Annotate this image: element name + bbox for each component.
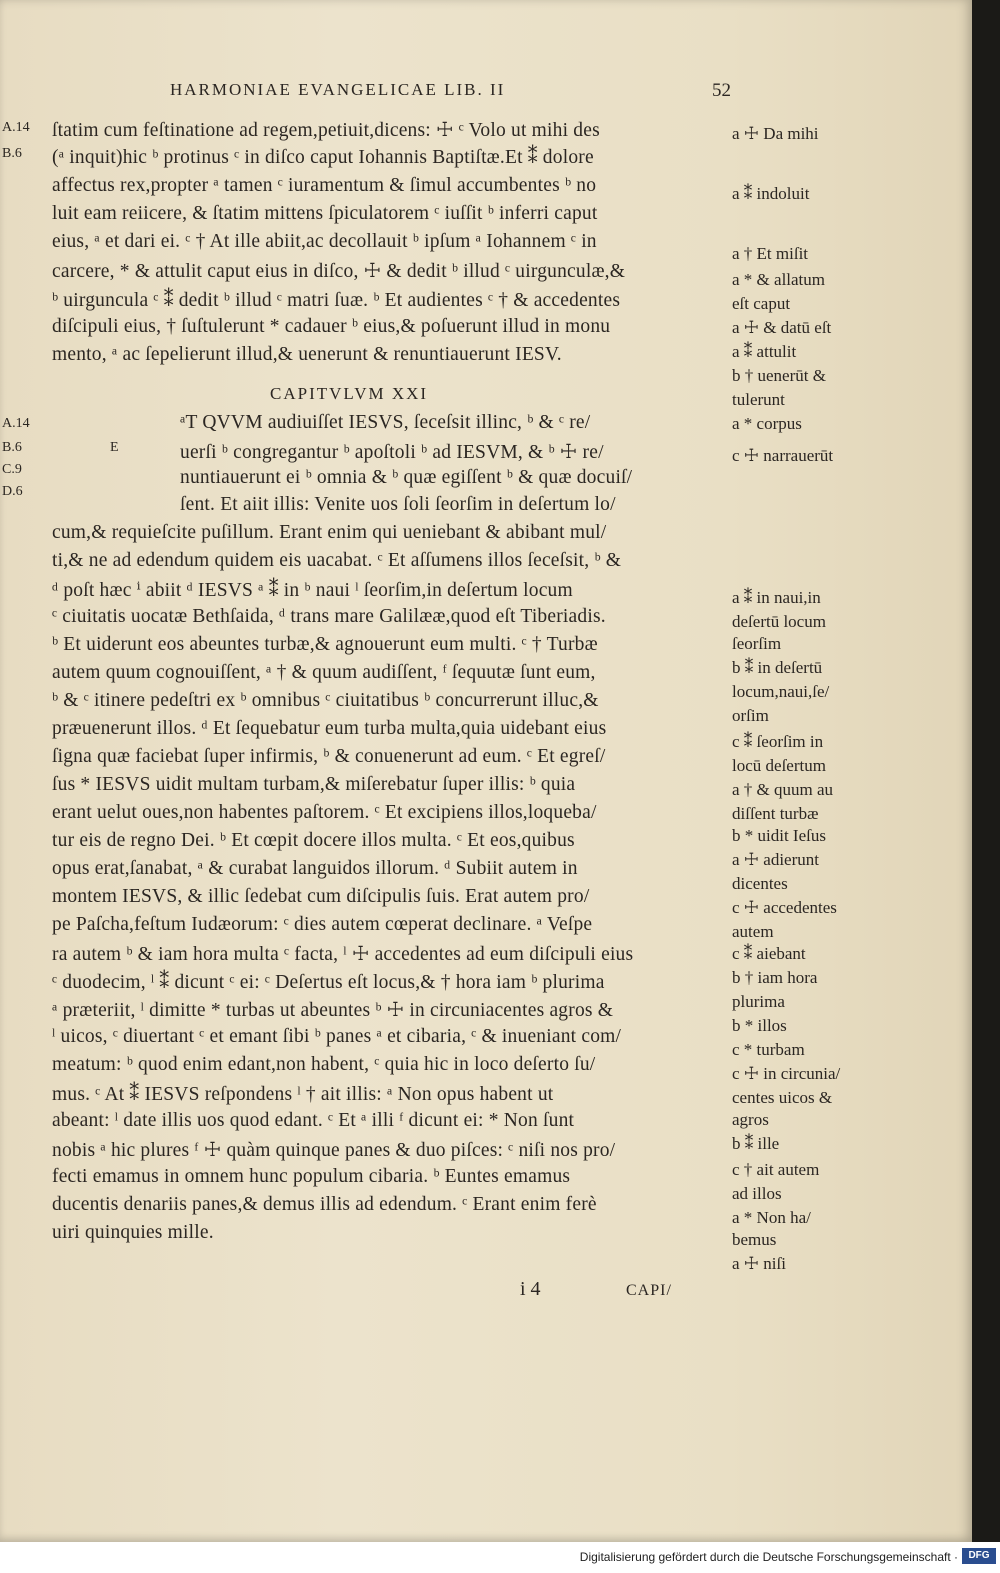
text-line: ᵃ præteriit, ˡ dimitte * turbas ut abeuntes ᵇ ☩ in circuniacentes agros & xyxy=(52,1000,614,1021)
right-margin-note: c ⁑ aiebant xyxy=(732,944,806,963)
text-line: ſigna quæ faciebat ſuper infirmis, ᵇ & conuenerunt ad eum. ᶜ Et egreſ/ xyxy=(52,746,606,767)
text-line: diſcipuli eius, † ſuſtulerunt * cadauer ᵇ eius,& poſuerunt illud in monu xyxy=(52,316,611,337)
right-margin-note: centes uicos & xyxy=(732,1088,833,1107)
left-margin-ref: C.9 xyxy=(2,462,22,477)
text-line: ᶜ duodecim, ˡ ⁑ dicunt ᶜ ei: ᶜ Deſertus eſt locus,& † hora iam ᵇ plurima xyxy=(52,972,605,993)
text-line: eius, ᵃ et dari ei. ᶜ † At ille abiit,ac decollauit ᵇ ipſum ᵃ Iohannem ᶜ in xyxy=(52,231,597,252)
right-margin-note: a † Et miſit xyxy=(732,244,809,263)
text-line: ᶜ ciuitatis uocatæ Bethſaida, ᵈ trans mare Galilææ,quod eſt Tiberiadis. xyxy=(52,606,606,627)
text-line: uiri quinquies mille. xyxy=(52,1222,214,1243)
text-line: ſent. Et aiit illis: Venite uos ſoli ſeorſim in deſertum lo/ xyxy=(180,494,616,515)
text-line: nuntiauerunt ei ᵇ omnia & ᵇ quæ egiſſent ᵇ & quæ docuiſ/ xyxy=(180,467,633,488)
right-margin-note: a ☩ niſi xyxy=(732,1254,786,1273)
running-head: HARMONIAE EVANGELICAE LIB. II xyxy=(170,80,506,99)
text-line: cum,& requieſcite puſillum. Erant enim qui ueniebant & abibant mul/ xyxy=(52,522,607,543)
text-line: mento, ᵃ ac ſepelierunt illud,& uenerunt & renuntiauerunt IESV. xyxy=(52,344,562,365)
right-margin-note: orſim xyxy=(732,706,769,725)
right-margin-note: c † ait autem xyxy=(732,1160,820,1179)
text-line: uerſi ᵇ congregantur ᵇ apoſtoli ᵇ ad IESVM, & ᵇ ☩ re/ xyxy=(180,442,604,463)
page-number: 52 xyxy=(712,80,731,101)
left-margin-ref: B.6 xyxy=(2,146,22,161)
text-line: ᵇ uirguncula ᶜ ⁑ dedit ᵇ illud ᶜ matri ſuæ. ᵇ Et audientes ᶜ † & accedentes xyxy=(52,290,621,311)
right-margin-note: a ☩ Da mihi xyxy=(732,124,819,143)
right-margin-note: a ⁑ indoluit xyxy=(732,184,810,203)
right-margin-note: dicentes xyxy=(732,874,788,893)
right-margin-note: tulerunt xyxy=(732,390,785,409)
right-margin-note: eſt caput xyxy=(732,294,791,313)
right-margin-note: a † & quum au xyxy=(732,780,834,799)
text-line: ti,& ne ad edendum quidem eis uacabat. ᶜ Et aſſumens illos ſeceſsit, ᵇ & xyxy=(52,550,622,571)
chapter-first-line: ᵃT QVVM audiuiſſet IESVS, ſeceſsit illinc, ᵇ & ᶜ re/ xyxy=(180,412,591,433)
left-margin-ref: D.6 xyxy=(2,484,23,499)
left-margin-ref: B.6 xyxy=(2,440,22,455)
right-margin-note: b † iam hora xyxy=(732,968,818,987)
text-line: ra autem ᵇ & iam hora multa ᶜ facta, ˡ ☩ accedentes ad eum diſcipuli eius xyxy=(52,944,634,965)
text-line: præuenerunt illos. ᵈ Et ſequebatur eum turba multa,quia uidebant eius xyxy=(52,718,607,739)
text-line: luit eam reiicere, & ſtatim mittens ſpiculatorem ᶜ iuſſit ᵇ inferri caput xyxy=(52,203,598,224)
right-margin-note: autem xyxy=(732,922,774,941)
text-line: (ᵃ inquit)hic ᵇ protinus ᶜ in diſco caput Iohannis Baptiſtæ.Et ⁑ dolore xyxy=(52,147,594,168)
text-line: opus erat,ſanabat, ᵃ & curabat languidos illorum. ᵈ Subiit autem in xyxy=(52,858,578,879)
right-margin-note: ad illos xyxy=(732,1184,782,1203)
text-line: montem IESVS, & illic ſedebat cum diſcipulis ſuis. Erat autem pro/ xyxy=(52,886,590,907)
text-line: ᵈ poſt hæc ⁱ abiit ᵈ IESVS ᵃ ⁑ in ᵇ naui ˡ ſeorſim,in deſertum locum xyxy=(52,580,573,601)
right-margin-note: ſeorſim xyxy=(732,634,782,653)
text-line: carcere, * & attulit caput eius in diſco, ☩ & dedit ᵇ illud ᶜ uirgunculæ,& xyxy=(52,261,626,282)
right-margin-note: a ⁑ in naui,in xyxy=(732,588,821,607)
right-margin-note: b ⁑ ille xyxy=(732,1134,780,1153)
text-line: mus. ᶜ At ⁑ IESVS reſpondens ˡ † ait illis: ᵃ Non opus habent ut xyxy=(52,1084,554,1105)
right-margin-note: c ☩ accedentes xyxy=(732,898,837,917)
text-line: ducentis denariis panes,& demus illis ad edendum. ᶜ Erant enim ferè xyxy=(52,1194,597,1215)
funding-credit: Digitalisierung gefördert durch die Deutsche Forschungsgemeinschaft · xyxy=(579,1550,958,1564)
text-line: pe Paſcha,feſtum Iudæorum: ᶜ dies autem cœperat declinare. ᵃ Veſpe xyxy=(52,914,593,935)
section-letter-e: E xyxy=(110,440,119,455)
text-line: tur eis de regno Dei. ᵇ Et cœpit docere illos multa. ᶜ Et eos,quibus xyxy=(52,830,575,851)
right-margin-note: diſſent turbæ xyxy=(732,804,819,823)
right-margin-note: b ⁑ in deſertū xyxy=(732,658,823,677)
text-line: nobis ᵃ hic plures ᶠ ☩ quàm quinque panes & duo piſces: ᶜ niſi nos pro/ xyxy=(52,1140,616,1161)
right-margin-note: bemus xyxy=(732,1230,777,1249)
right-margin-note: b * uidit Ieſus xyxy=(732,826,826,845)
right-margin-note: a * corpus xyxy=(732,414,802,433)
text-line: ᵇ & ᶜ itinere pedeſtri ex ᵇ omnibus ᶜ ciuitatibus ᵇ concurrerunt illuc,& xyxy=(52,690,599,711)
catchword: CAPI/ xyxy=(626,1282,672,1299)
text-line: affectus rex,propter ᵃ tamen ᶜ iuramentum & ſimul accumbentes ᵇ no xyxy=(52,175,597,196)
right-margin-note: c * turbam xyxy=(732,1040,805,1059)
text-line: autem quum cognouiſſent, ᵃ † & quum audiſſent, ᶠ ſequutæ ſunt eum, xyxy=(52,662,596,683)
right-margin-note: a ☩ & datū eſt xyxy=(732,318,832,337)
right-margin-note: a ☩ adierunt xyxy=(732,850,819,869)
chapter-heading: CAPITVLVM XXI xyxy=(270,384,429,403)
right-margin-note: agros xyxy=(732,1110,769,1129)
dfg-logo-icon: DFG xyxy=(962,1548,996,1564)
text-line: ſus * IESVS uidit multam turbam,& miſerebatur ſuper illis: ᵇ quia xyxy=(52,774,576,795)
text-line: ˡ uicos, ᶜ diuertant ᶜ et emant ſibi ᵇ panes ᵃ et cibaria, ᶜ & inueniant com/ xyxy=(52,1026,622,1047)
right-margin-note: locum,naui,ſe/ xyxy=(732,682,830,701)
right-margin-note: a * & allatum xyxy=(732,270,826,289)
right-margin-note: plurima xyxy=(732,992,785,1011)
text-line: ſtatim cum feſtinatione ad regem,petiuit,dicens: ☩ ᶜ Volo ut mihi des xyxy=(52,120,600,141)
right-margin-note: a ⁑ attulit xyxy=(732,342,797,361)
left-margin-ref: A.14 xyxy=(2,120,30,135)
right-margin-note: locū deſertum xyxy=(732,756,826,775)
signature-mark: i 4 xyxy=(520,1278,541,1300)
right-margin-note: c ☩ narrauerūt xyxy=(732,446,834,465)
right-margin-note: a * Non ha/ xyxy=(732,1208,811,1227)
right-margin-note: deſertū locum xyxy=(732,612,826,631)
right-margin-note: b † uenerūt & xyxy=(732,366,826,385)
right-margin-note: b * illos xyxy=(732,1016,787,1035)
text-line: meatum: ᵇ quod enim edant,non habent, ᶜ quia hic in loco deſerto ſu/ xyxy=(52,1054,596,1075)
text-line: abeant: ˡ date illis uos quod edant. ᶜ Et ᵃ illi ᶠ dicunt ei: * Non ſunt xyxy=(52,1110,575,1131)
text-line: fecti emamus in omnem hunc populum cibaria. ᵇ Euntes emamus xyxy=(52,1166,571,1187)
right-margin-note: c ⁑ ſeorſim in xyxy=(732,732,824,751)
text-line: ᵇ Et uiderunt eos abeuntes turbæ,& agnouerunt eum multi. ᶜ † Turbæ xyxy=(52,634,598,655)
left-margin-ref: A.14 xyxy=(2,416,30,431)
text-line: erant uelut oues,non habentes paſtorem. ᶜ Et excipiens illos,loqueba/ xyxy=(52,802,597,823)
right-margin-note: c ☩ in circunia/ xyxy=(732,1064,841,1083)
